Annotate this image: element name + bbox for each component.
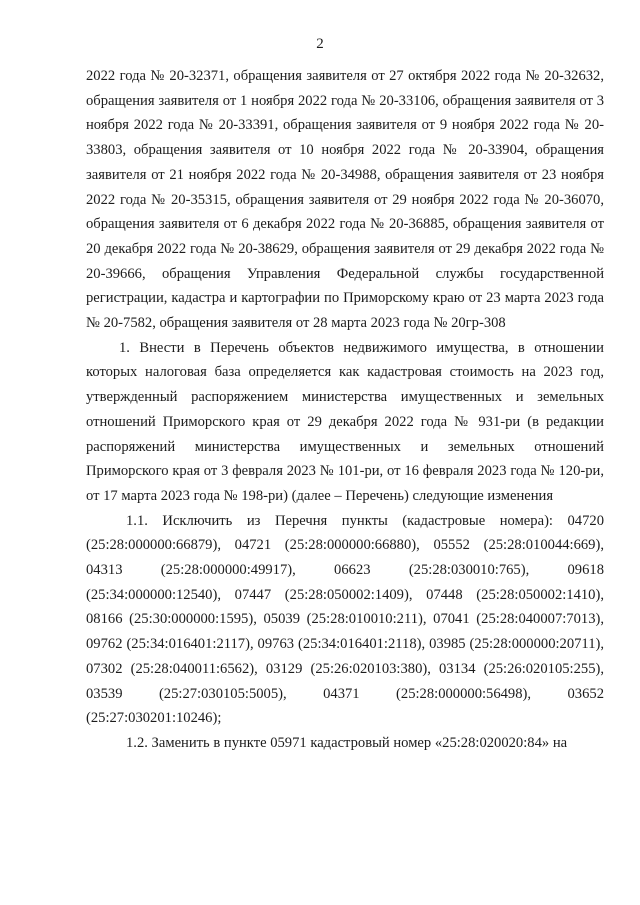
paragraph-preamble: 2022 года № 20-32371, обращения заявителя от 27 октября 2022 года № 20-32632, обращения заявителя от 1 ноября 2022 года № 20-33106, обращения заявителя от 3 ноября 2022 года № 20-33391, обращения заявителя от 9 ноября 2022 года № 20-33803, обращения заявителя от 10 ноября 2022 года № 20-33904, обращения заявителя от 21 ноября 2022 года № 20-34988, обращения заявителя от 23 ноября 2022 года № 20-35315, обращения заявителя от 29 ноября 2022 года № 20-36070, обращения заявителя от 6 декабря 2022 года № 20-36885, обращения заявителя от 20 декабря 2022 года № 20-38629, обращения заявителя от 29 декабря 2022 года № 20-39666, обращения Управления Федеральной службы государственной регистрации, кадастра и картографии по Приморскому краю от 23 марта 2023 года № 20-7582, обращения заявителя от 28 марта 2023 года № 20гр-308 [86, 68, 604, 332]
paragraph-item-1-2: 1.2. Заменить в пункте 05971 кадастровый номер «25:28:020020:84» на [126, 734, 568, 751]
paragraph-item-1: 1. Внести в Перечень объектов недвижимого имущества, в отношении которых налоговая база определяется как кадастровая стоимость на 2023 год, утвержденный распоряжением министерства имущественных и земельных отношений Приморского края от 29 декабря 2022 года № 931-ри (в редакции распоряжений министерства имущественных и земельных отношений Приморского края от 3 февраля 2023 № 101-ри, от 16 февраля 2023 года № 120-ри, от 17 марта 2023 года № 198-ри) (далее – Перечень) следующие изменения [86, 339, 604, 504]
document-body [86, 64, 604, 756]
paragraph-item-1-1: 1.1. Исключить из Перечня пункты (кадастровые номера): 04720 (25:28:000000:66879), 04721 (25:28:000000:66880), 05552 (25:28:010044:669), 04313 (25:28:000000:49917), 06623 (25:28:030010:765), 09618 (25:34:000000:12540), 07447 (25:28:050002:1409), 07448 (25:28:050002:1410), 08166 (25:30:000000:1595), 05039 (25:28:010010:211), 07041 (25:28:040007:7013), 09762 (25:34:016401:2117), 09763 (25:34:016401:2118), 03985 (25:28:000000:20711), 07302 (25:28:040011:6562), 03129 (25:26:020103:380), 03134 (25:26:020105:255), 03539 (25:27:030105:5005), 04371 (25:28:000000:56498), 03652 (25:27:030201:10246); [86, 512, 604, 727]
page-number: 2 [316, 36, 324, 52]
